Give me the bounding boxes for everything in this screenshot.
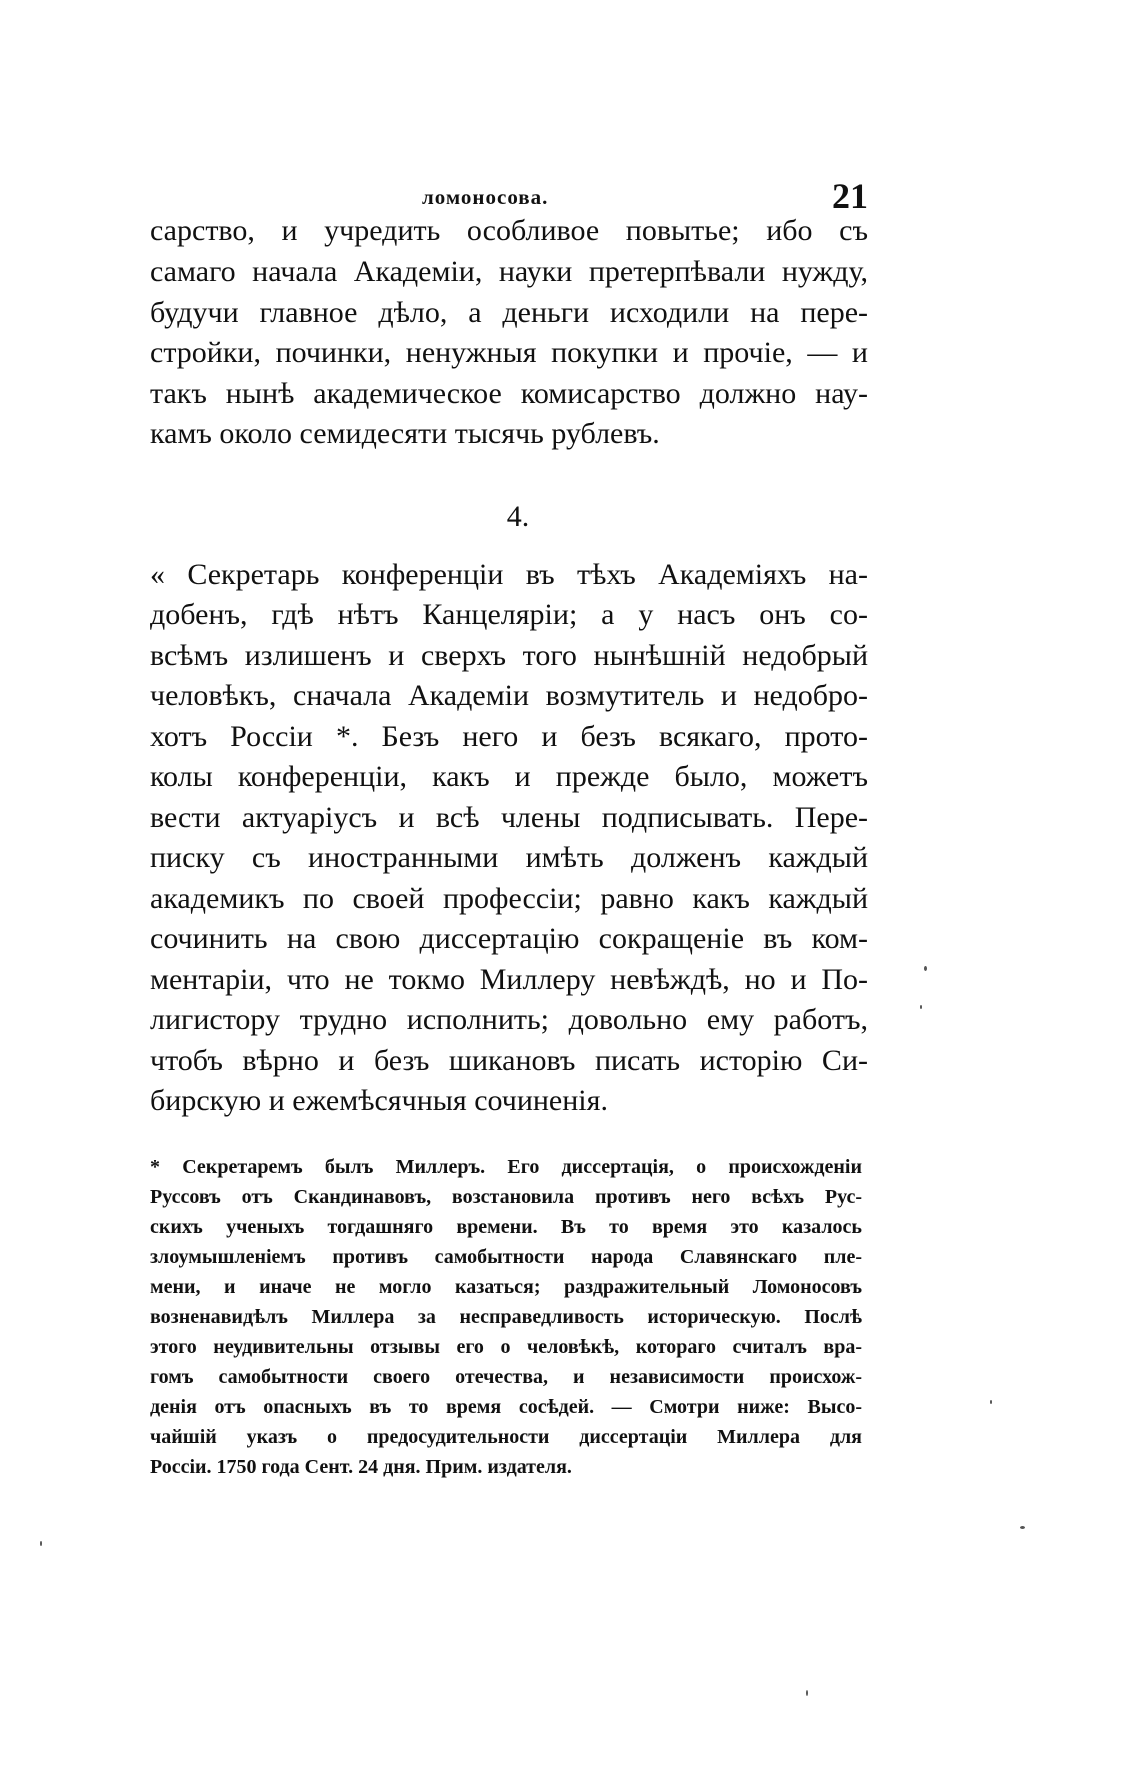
body-line: стройки, починки, ненужныя покупки и прочіе, — и [150,336,868,369]
scan-speck [1020,1526,1025,1529]
body-line: человѣкъ, сначала Академіи возмутитель и недобро- [150,679,868,712]
footnote-line: возненавидѣлъ Миллера за несправедливость историческую. Послѣ [150,1306,862,1328]
body-line: добенъ, гдѣ нѣтъ Канцеляріи; а у насъ онъ со- [150,598,868,631]
footnote-line: Россіи. 1750 года Сент. 24 дня. Прим. издателя. [150,1456,572,1478]
footnote-line: злоумышленіемъ противъ самобытности народа Славянскаго пле- [150,1246,862,1268]
body-line: чтобъ вѣрно и безъ шикановъ писать исторію Си- [150,1044,868,1077]
body-line: камъ около семидесяти тысячь рублевъ. [150,417,660,450]
body-line: будучи главное дѣло, а деньги исходили на пере- [150,296,868,329]
body-line: самаго начала Академіи, науки претерпѣвали нужду, [150,255,868,288]
body-line: лигистору трудно исполнить; довольно ему работъ, [150,1003,868,1036]
footnote-line: гомъ самобытности своего отечества, и независимости происхож- [150,1366,862,1388]
scan-speck [806,1690,808,1696]
scan-speck [920,1005,922,1009]
body-line: всѣмъ излишенъ и сверхъ того нынѣшній недобрый [150,639,868,672]
footnote-line: Руссовъ отъ Скандинавовъ, возстановила противъ него всѣхъ Рус- [150,1186,862,1208]
footnote-line: мени, и иначе не могло казаться; раздражительный Ломоносовъ [150,1276,862,1298]
footnote-line: этого неудивительны отзывы его о человѣкѣ, котораго считалъ вра- [150,1336,862,1358]
body-line: « Секретарь конференціи въ тѣхъ Академіяхъ на- [150,558,868,591]
page-number: 21 [832,176,868,216]
body-line: ментаріи, что не токмо Миллеру невѣждѣ, но и По- [150,963,868,996]
scan-speck [40,1541,42,1546]
footnote-line: скихъ ученыхъ тогдашняго времени. Въ то время это казалось [150,1216,862,1238]
body-line: сарство, и учредить особливое повытье; ибо съ [150,214,868,247]
footnote-line: денія отъ опасныхъ въ то время сосѣдей. — Смотри ниже: Высо- [150,1396,862,1418]
scan-speck [990,1400,992,1404]
body-line: бирскую и ежемѣсячныя сочиненія. [150,1084,608,1117]
running-title: ломоносова. [422,185,549,209]
footnote-line: чайшій указъ о предосудительности диссертаціи Миллера для [150,1426,862,1448]
footnote-line: * Секретаремъ былъ Миллеръ. Его диссертація, о происхожденіи [150,1156,862,1178]
body-line: писку съ иностранными имѣть долженъ каждый [150,841,868,874]
body-line: сочинить на свою диссертацію сокращеніе въ ком- [150,922,868,955]
body-line: академикъ по своей профессіи; равно какъ каждый [150,882,868,915]
section-number: 4. [506,500,530,533]
body-line: колы конференціи, какъ и прежде было, можетъ [150,760,868,793]
body-line: такъ нынѣ академическое комисарство должно нау- [150,377,868,410]
scan-speck [924,966,927,971]
body-line: хотъ Россіи *. Безъ него и безъ всякаго, прото- [150,720,868,753]
body-line: вести актуаріусъ и всѣ члены подписывать. Пере- [150,801,868,834]
